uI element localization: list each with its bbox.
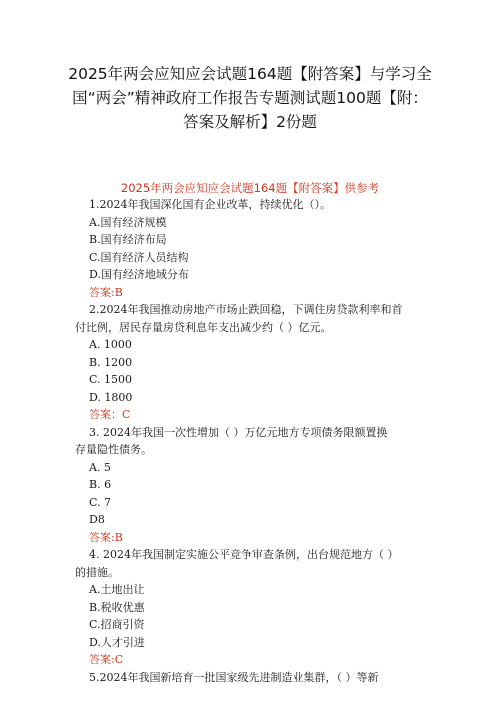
- answer-option: B.国有经济布局: [89, 233, 167, 246]
- question-text: 存量隐性债务。: [75, 443, 152, 456]
- answer-key: 答案:B: [89, 285, 123, 299]
- answer-option: D. 1800: [89, 390, 133, 404]
- title-line: 2025年两会应知应会试题164题【附答案】与学习全: [68, 65, 432, 83]
- answer-option: B. 1200: [89, 355, 133, 369]
- question-text: 付比例，居民存量房贷利息年支出减少约（ ）亿元。: [75, 320, 332, 334]
- section-heading: 2025年两会应知应会试题164题【附答案】供参考: [120, 181, 380, 195]
- answer-option: A. 5: [89, 460, 111, 474]
- answer-option: B.税收优惠: [89, 600, 145, 614]
- answer-option: D.人才引进: [89, 635, 145, 649]
- answer-option: A.土地出让: [89, 583, 145, 596]
- question-text: 3. 2024年我国一次性增加（ ）万亿元地方专项债务限额置换: [89, 425, 388, 439]
- answer-option: D8: [89, 513, 105, 526]
- answer-option: C.招商引资: [89, 618, 145, 631]
- answer-option: A.国有经济规模: [89, 215, 167, 229]
- answer-option: C. 1500: [89, 373, 133, 386]
- answer-option: A. 1000: [89, 338, 132, 351]
- answer-key: 答案:C: [89, 653, 124, 666]
- answer-key: 答案:B: [89, 530, 123, 544]
- title-line: 答案及解析】2份题: [183, 113, 317, 131]
- document-title: [40, 62, 460, 134]
- title-line: 国“两会”精神政府工作报告专题测试题100题【附：: [72, 89, 428, 107]
- answer-option: B. 6: [89, 478, 112, 491]
- answer-option: D.国有经济地域分布: [89, 268, 189, 281]
- question-text: 1.2024年我国深化国有企业改革，持续优化（）。: [89, 198, 331, 211]
- question-text: 的措施。: [75, 565, 119, 579]
- question-text: 5.2024年我国新培育一批国家级先进制造业集群，（ ）等新: [89, 670, 379, 684]
- answer-key: 答案：C: [89, 408, 131, 421]
- answer-option: C. 7: [89, 495, 112, 509]
- question-list: [75, 196, 441, 686]
- answer-option: C.国有经济人员结构: [89, 250, 189, 264]
- question-text: 2.2024年我国推动房地产市场止跌回稳，下调住房贷款利率和首: [89, 303, 403, 316]
- question-text: 4. 2024年我国制定实施公平竞争审查条例，出台规范地方（ ）: [89, 548, 399, 561]
